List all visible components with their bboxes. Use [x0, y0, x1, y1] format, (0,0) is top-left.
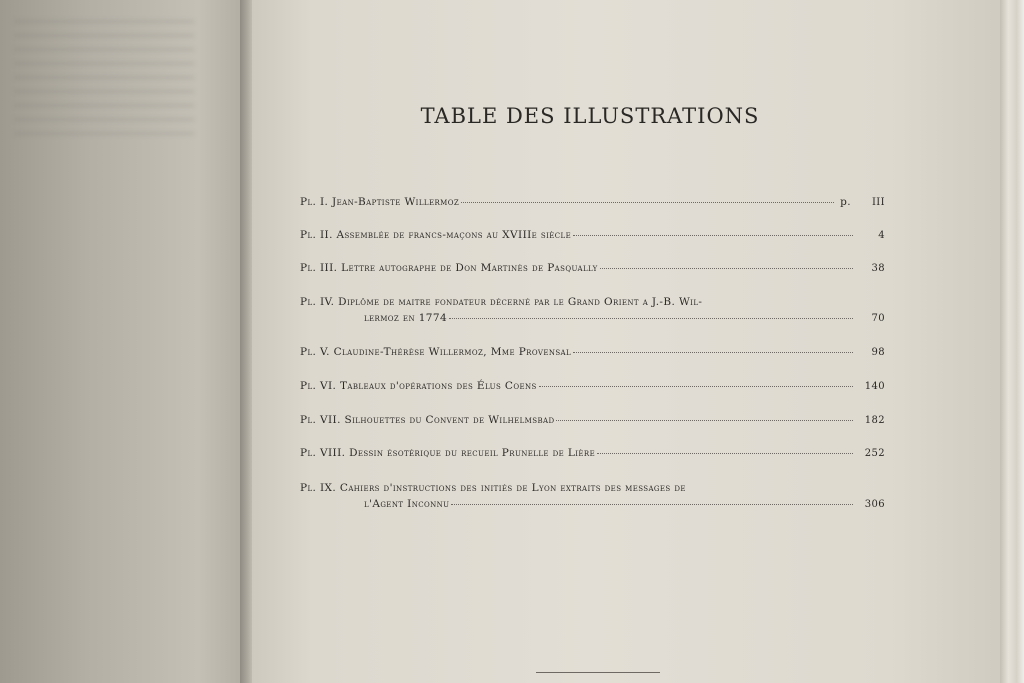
toc-entry-6: [300, 380, 885, 396]
page-title: TABLE DES ILLUSTRATIONS: [420, 104, 760, 128]
page-number: 38: [871, 263, 885, 274]
page-number: 98: [871, 347, 885, 358]
entry-label: Pl. VI. Tableaux d'opérations des Élus Coens: [300, 380, 537, 392]
entry-continuation: l'Agent Inconnu: [364, 498, 450, 510]
dot-leader: [449, 317, 853, 319]
toc-entry-2: [300, 229, 885, 245]
dot-leader: [539, 385, 853, 387]
entry-label: Pl. IX. Cahiers d'instructions des initiés de Lyon extraits des messages de: [300, 482, 686, 494]
dot-leader: [556, 419, 853, 421]
bottom-rule: [536, 672, 660, 673]
toc-entry-4: [300, 296, 885, 328]
dot-leader: [451, 503, 853, 505]
page-number: 4: [878, 230, 885, 241]
page-number: III: [871, 197, 885, 208]
right-page: [252, 0, 1004, 683]
toc-entry-9: [300, 482, 885, 514]
entry-label: Pl. III. Lettre autographe de Don Martinès de Pasqually: [300, 262, 598, 274]
toc-entry-5: [300, 346, 885, 362]
dot-leader: [461, 201, 834, 203]
dot-leader: [597, 452, 853, 454]
entry-label: Pl. VIII. Dessin ésotérique du recueil Prunelle de Lière: [300, 447, 596, 459]
entry-label: Pl. V. Claudine-Thérèse Willermoz, Mme Provensal: [300, 346, 572, 358]
entry-label: Pl. IV. Diplôme de maitre fondateur décerné par le Grand Orient a J.-B. Wil-: [300, 296, 703, 308]
entry-label: Pl. VII. Silhouettes du Convent de Wilhelmsbad: [300, 414, 555, 426]
page-number: 252: [864, 448, 885, 459]
page-number: 140: [864, 381, 885, 392]
entry-label: Pl. II. Assemblée de francs-maçons au XVIIIe siècle: [300, 229, 572, 241]
dot-leader: [573, 351, 853, 353]
entry-label: Pl. I. Jean-Baptiste Willermoz: [300, 196, 460, 208]
entry-continuation: lermoz en 1774: [364, 312, 448, 324]
page-edge: [1000, 0, 1024, 683]
dot-leader: [600, 267, 853, 269]
page-number: 70: [871, 313, 885, 324]
toc-entry-3: [300, 262, 885, 278]
toc-entry-7: [300, 414, 885, 430]
left-page: [0, 0, 248, 683]
page-number: 182: [864, 415, 885, 426]
dot-leader: [573, 234, 853, 236]
toc-entry-8: [300, 447, 885, 463]
toc-entry-1: [300, 196, 885, 212]
page-number: 306: [864, 499, 885, 510]
page-prefix: p.: [840, 196, 851, 208]
left-page-faded-text: [14, 20, 194, 140]
